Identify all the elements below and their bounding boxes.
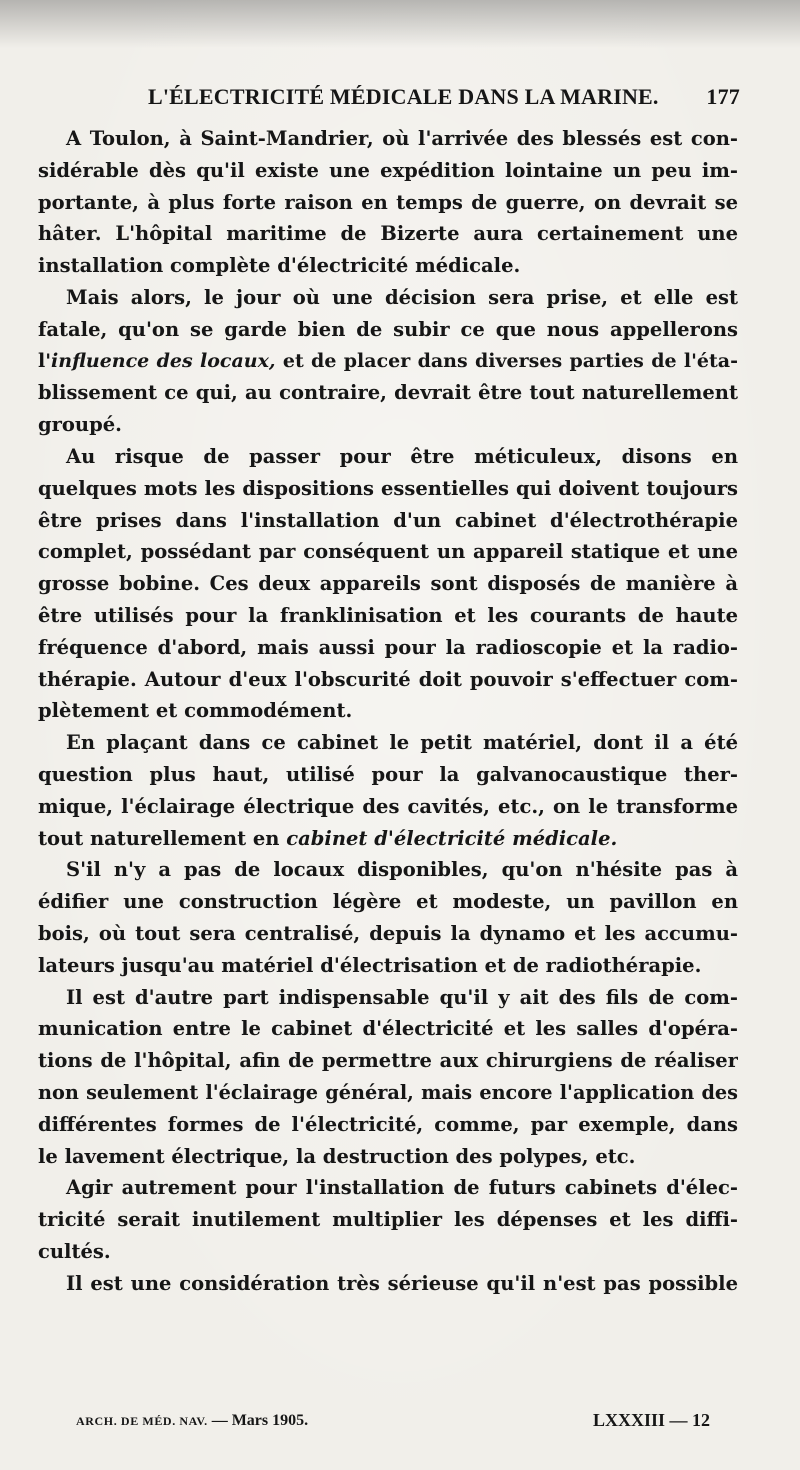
text-line: tions de l'hôpital, afin de permettre aux chirurgiens de réaliser — [38, 1049, 738, 1073]
text-line: quelques mots les dispositions essentielles qui doivent toujours — [38, 476, 738, 500]
footer-dash: — — [207, 1412, 232, 1429]
text-line: Mais alors, le jour où une décision sera prise, et elle est — [66, 285, 738, 309]
text-line: être prises dans l'installation d'un cabinet d'électrothérapie — [38, 508, 738, 532]
text-line: le lavement électrique, la destruction des polypes, etc. — [38, 1144, 636, 1168]
text-line: sidérable dès qu'il existe une expédition lointaine un peu im- — [38, 158, 738, 182]
text-line: munication entre le cabinet d'électricité et les salles d'opéra- — [38, 1017, 738, 1041]
text-line — [38, 346, 738, 378]
text-line-prefix: l' — [38, 349, 52, 372]
text-line: lateurs jusqu'au matériel d'électrisation et de radiothérapie. — [38, 953, 702, 977]
footer-journal: ARCH. DE MÉD. NAV. — [76, 1414, 208, 1428]
text-line: tricité serait inutilement multiplier les dépenses et les diffi- — [38, 1208, 738, 1232]
text-line: blissement ce qui, au contraire, devrait être tout naturellement — [38, 381, 738, 405]
text-line: fréquence d'abord, mais aussi pour la radioscopie et la radio- — [38, 635, 738, 659]
text-line: A Toulon, à Saint-Mandrier, où l'arrivée des blessés est con- — [66, 127, 738, 150]
text-line: S'il n'y a pas de locaux disponibles, qu'on n'hésite pas à — [66, 858, 738, 882]
text-line: fatale, qu'on se garde bien de subir ce que nous appellerons — [38, 317, 738, 341]
text-line: En plaçant dans ce cabinet le petit matériel, dont il a été — [66, 731, 738, 755]
footer-citation — [76, 1412, 308, 1430]
text-line-prefix: tout naturellement en — [38, 826, 287, 850]
text-line: thérapie. Autour d'eux l'obscurité doit pouvoir s'effectuer com- — [38, 667, 738, 691]
text-line: édifier une construction légère et modeste, un pavillon en — [38, 890, 738, 914]
text-line: non seulement l'éclairage général, mais encore l'application des — [38, 1080, 738, 1104]
text-line-italic: influence des locaux, — [51, 349, 276, 372]
text-line: être utilisés pour la franklinisation et les courants de haute — [38, 603, 738, 627]
text-line: cultés. — [38, 1239, 111, 1263]
footer-date: Mars 1905. — [231, 1412, 309, 1429]
page-header — [148, 84, 740, 118]
text-line: mique, l'éclairage électrique des cavités, etc., on le transforme — [38, 794, 738, 818]
scan-top-edge-shadow — [0, 0, 800, 48]
running-title: L'ÉLECTRICITÉ MÉDICALE DANS LA MARINE. — [148, 84, 659, 109]
text-line: question plus haut, utilisé pour la galvanocaustique ther- — [38, 762, 738, 786]
text-line: grosse bobine. Ces deux appareils sont disposés de manière à — [38, 572, 738, 596]
text-line — [38, 823, 738, 855]
text-line: complet, possédant par conséquent un appareil statique et une — [38, 540, 738, 564]
body-text — [38, 123, 738, 1299]
text-line: Agir autrement pour l'installation de futurs cabinets d'élec- — [66, 1176, 738, 1200]
text-line: installation complète d'électricité médicale. — [38, 254, 521, 278]
text-line: Il est d'autre part indispensable qu'il y ait des fils de com- — [66, 985, 738, 1009]
footer-signature: LXXXIII — 12 — [592, 1410, 710, 1430]
text-line: différentes formes de l'électricité, comme, par exemple, dans — [38, 1112, 738, 1136]
text-line: Il est une considération très sérieuse qu'il n'est pas possible — [66, 1271, 738, 1295]
text-line-suffix: et de placer dans diverses parties de l'éta- — [275, 349, 738, 372]
page-footer — [76, 1406, 710, 1440]
text-line: hâter. L'hôpital maritime de Bizerte aura certainement une — [38, 222, 738, 246]
text-line-italic: cabinet d'électricité médicale. — [286, 826, 618, 850]
text-line: plètement et commodément. — [38, 699, 353, 723]
text-line: bois, où tout sera centralisé, depuis la dynamo et les accumu- — [38, 921, 738, 945]
page-number: 177 — [706, 84, 740, 109]
text-line: portante, à plus forte raison en temps de guerre, on devrait se — [38, 190, 738, 214]
text-line: Au risque de passer pour être méticuleux, disons en — [66, 444, 738, 468]
text-line: groupé. — [38, 413, 122, 437]
